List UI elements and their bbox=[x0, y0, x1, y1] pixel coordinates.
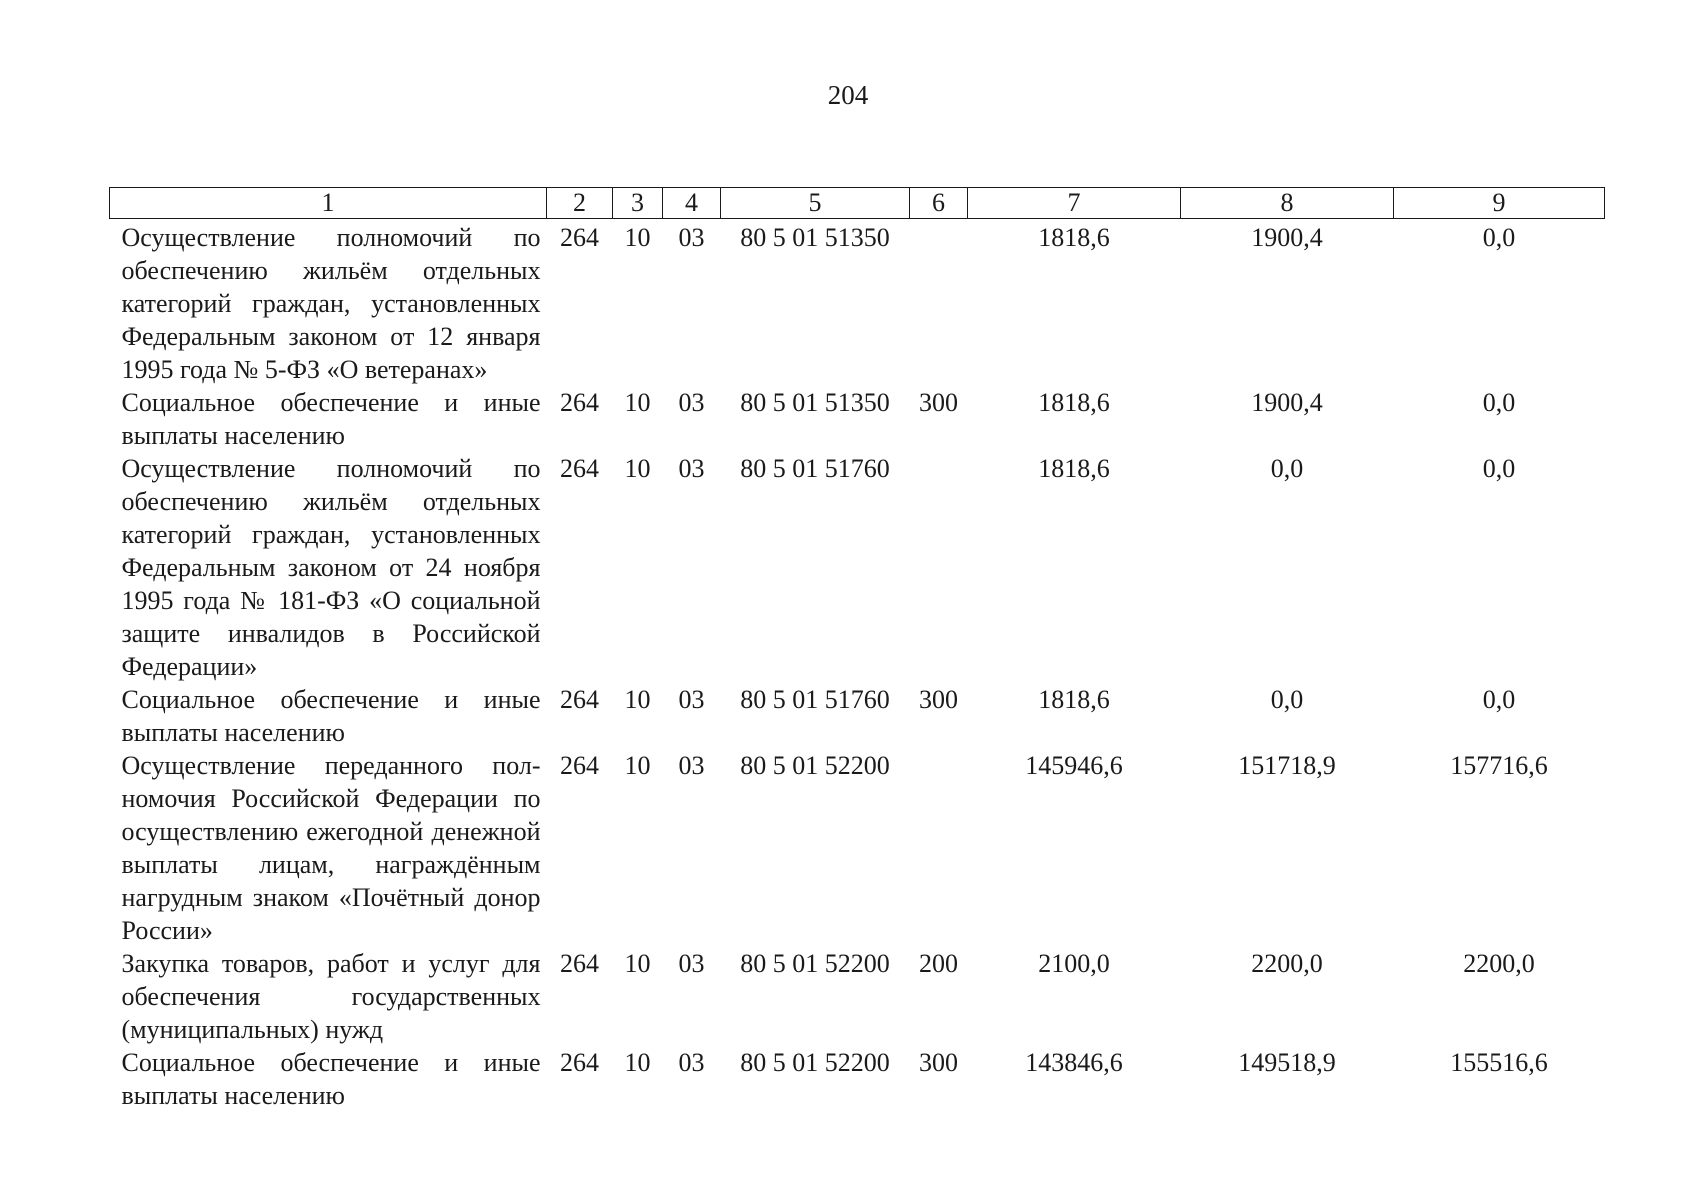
row-target-article: 80 5 01 52200 bbox=[740, 1048, 890, 1077]
table-row bbox=[110, 452, 1605, 683]
row-name: Осуществление полномочий по обеспечению жильём отдельных категорий граждан, установленных Федеральным законом от 12 января 1995 года № 5-ФЗ «О ветеранах» bbox=[121, 223, 541, 384]
row-section-code: 10 bbox=[624, 949, 651, 978]
header-col-6: 6 bbox=[910, 188, 968, 219]
header-col-7: 7 bbox=[968, 188, 1181, 219]
row-ministry-code: 264 bbox=[560, 1048, 599, 1077]
page-number: 204 bbox=[827, 80, 869, 110]
row-target-article: 80 5 01 51760 bbox=[740, 685, 890, 714]
row-ministry-code: 264 bbox=[560, 751, 599, 780]
table-row bbox=[110, 1046, 1605, 1112]
row-ministry-code: 264 bbox=[560, 949, 599, 978]
row-subsection-code: 03 bbox=[678, 685, 705, 714]
budget-table bbox=[109, 187, 1605, 1112]
table-header bbox=[110, 188, 1605, 219]
row-amount-col7: 145946,6 bbox=[1025, 751, 1123, 780]
row-subsection-code: 03 bbox=[678, 223, 705, 252]
row-name: Социальное обеспечение и иные выплаты населению bbox=[121, 1048, 541, 1110]
row-section-code: 10 bbox=[624, 751, 651, 780]
header-row bbox=[110, 188, 1605, 219]
row-amount-col8: 0,0 bbox=[1270, 685, 1304, 714]
row-section-code: 10 bbox=[624, 685, 651, 714]
header-col-3: 3 bbox=[613, 188, 663, 219]
table-row bbox=[110, 683, 1605, 749]
row-subsection-code: 03 bbox=[678, 751, 705, 780]
row-ministry-code: 264 bbox=[560, 454, 599, 483]
table-row bbox=[110, 749, 1605, 947]
row-name: Осуществление переданного полномочия Российской Федерации по осуществлению ежегодной денежной выплаты лицам, награждённым нагрудным знаком «Почётный донор России» bbox=[121, 751, 541, 945]
row-amount-col9: 155516,6 bbox=[1450, 1048, 1548, 1077]
row-amount-col7: 1818,6 bbox=[1038, 454, 1110, 483]
row-amount-col9: 0,0 bbox=[1482, 388, 1516, 417]
row-ministry-code: 264 bbox=[560, 223, 599, 252]
table-row bbox=[110, 386, 1605, 452]
row-amount-col8: 0,0 bbox=[1270, 454, 1304, 483]
row-subsection-code: 03 bbox=[678, 1048, 705, 1077]
row-expense-type: 300 bbox=[919, 1048, 958, 1077]
header-col-5: 5 bbox=[721, 188, 910, 219]
header-col-9: 9 bbox=[1394, 188, 1605, 219]
header-col-1: 1 bbox=[110, 188, 547, 219]
row-expense-type: 300 bbox=[919, 388, 958, 417]
row-expense-type: 300 bbox=[919, 685, 958, 714]
row-amount-col8: 1900,4 bbox=[1251, 388, 1323, 417]
header-col-8: 8 bbox=[1181, 188, 1394, 219]
row-amount-col9: 157716,6 bbox=[1450, 751, 1548, 780]
row-amount-col7: 1818,6 bbox=[1038, 223, 1110, 252]
row-amount-col7: 143846,6 bbox=[1025, 1048, 1123, 1077]
row-section-code: 10 bbox=[624, 1048, 651, 1077]
row-amount-col8: 1900,4 bbox=[1251, 223, 1323, 252]
row-expense-type: 200 bbox=[919, 949, 958, 978]
row-amount-col9: 0,0 bbox=[1482, 223, 1516, 252]
row-target-article: 80 5 01 51760 bbox=[740, 454, 890, 483]
row-amount-col8: 151718,9 bbox=[1238, 751, 1336, 780]
row-name: Социальное обеспечение и иные выплаты населению bbox=[121, 685, 541, 747]
row-target-article: 80 5 01 51350 bbox=[740, 223, 890, 252]
row-amount-col7: 2100,0 bbox=[1038, 949, 1110, 978]
row-amount-col9: 0,0 bbox=[1482, 685, 1516, 714]
row-target-article: 80 5 01 51350 bbox=[740, 388, 890, 417]
row-section-code: 10 bbox=[624, 223, 651, 252]
row-amount-col8: 149518,9 bbox=[1238, 1048, 1336, 1077]
row-subsection-code: 03 bbox=[678, 388, 705, 417]
row-expense-type bbox=[910, 219, 968, 387]
table-row bbox=[110, 947, 1605, 1046]
header-col-2: 2 bbox=[547, 188, 613, 219]
row-ministry-code: 264 bbox=[560, 388, 599, 417]
row-subsection-code: 03 bbox=[678, 949, 705, 978]
row-amount-col9: 0,0 bbox=[1482, 454, 1516, 483]
row-amount-col9: 2200,0 bbox=[1463, 949, 1535, 978]
row-expense-type bbox=[910, 749, 968, 947]
row-section-code: 10 bbox=[624, 388, 651, 417]
row-amount-col7: 1818,6 bbox=[1038, 388, 1110, 417]
table-body bbox=[110, 219, 1605, 1113]
table-row bbox=[110, 219, 1605, 387]
row-amount-col7: 1818,6 bbox=[1038, 685, 1110, 714]
row-name: Осуществление полномочий по обеспечению жильём отдельных категорий граждан, установленных Федеральным законом от 24 ноября 1995 года № 181-ФЗ «О социальной защите инвалидов в Российской Федерации» bbox=[121, 454, 541, 681]
row-section-code: 10 bbox=[624, 454, 651, 483]
header-col-4: 4 bbox=[663, 188, 721, 219]
row-amount-col8: 2200,0 bbox=[1251, 949, 1323, 978]
row-name: Закупка товаров, работ и услуг для обеспечения государственных (муниципальных) нужд bbox=[121, 949, 541, 1044]
row-name: Социальное обеспечение и иные выплаты населению bbox=[121, 388, 541, 450]
row-expense-type bbox=[910, 452, 968, 683]
row-target-article: 80 5 01 52200 bbox=[740, 949, 890, 978]
row-ministry-code: 264 bbox=[560, 685, 599, 714]
row-target-article: 80 5 01 52200 bbox=[740, 751, 890, 780]
row-subsection-code: 03 bbox=[678, 454, 705, 483]
